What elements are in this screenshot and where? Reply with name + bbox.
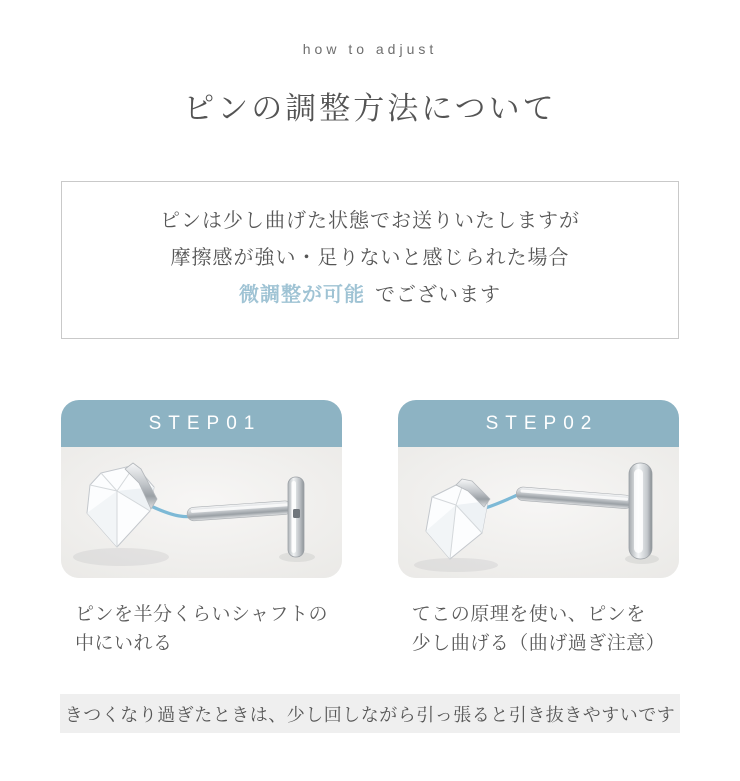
- earring-illustration-step02: [398, 447, 679, 578]
- step-02-caption-line-2: 少し曲げる（曲げ過ぎ注意）: [411, 633, 666, 654]
- eyebrow-text: how to adjust: [302, 41, 438, 57]
- intro-highlight: 微調整が可能: [239, 284, 365, 306]
- intro-box: [61, 181, 679, 339]
- step-01-caption-line-1: ピンを半分くらいシャフトの: [74, 604, 329, 625]
- page-title: ピンの調整方法について: [183, 91, 557, 126]
- steps-row: [61, 400, 679, 578]
- step-01-caption: [61, 600, 342, 658]
- step-01-caption-line-2: 中にいれる: [74, 633, 173, 654]
- step-02-caption: [398, 600, 679, 658]
- earring-pin-half-inserted-photo: [61, 447, 342, 578]
- step-card-02: [398, 400, 679, 578]
- intro-line-3-rest: でございます: [375, 284, 501, 306]
- footer-note: きつくなり過ぎたときは、少し回しながら引っ張ると引き抜きやすいです: [60, 694, 680, 733]
- earring-pin-bent-photo: [398, 447, 679, 578]
- earring-illustration-step01: [61, 447, 342, 578]
- intro-line-1: ピンは少し曲げた状態でお送りいたしますが: [160, 210, 580, 232]
- step-02-caption-line-1: てこの原理を使い、ピンを: [411, 604, 646, 625]
- step-01-header: STEP01: [61, 400, 342, 447]
- intro-line-3: [62, 277, 678, 314]
- intro-line-2: 摩擦感が強い・足りないと感じられた場合: [170, 247, 570, 269]
- step-02-header: STEP02: [398, 400, 679, 447]
- captions-row: [61, 600, 679, 658]
- step-card-01: [61, 400, 342, 578]
